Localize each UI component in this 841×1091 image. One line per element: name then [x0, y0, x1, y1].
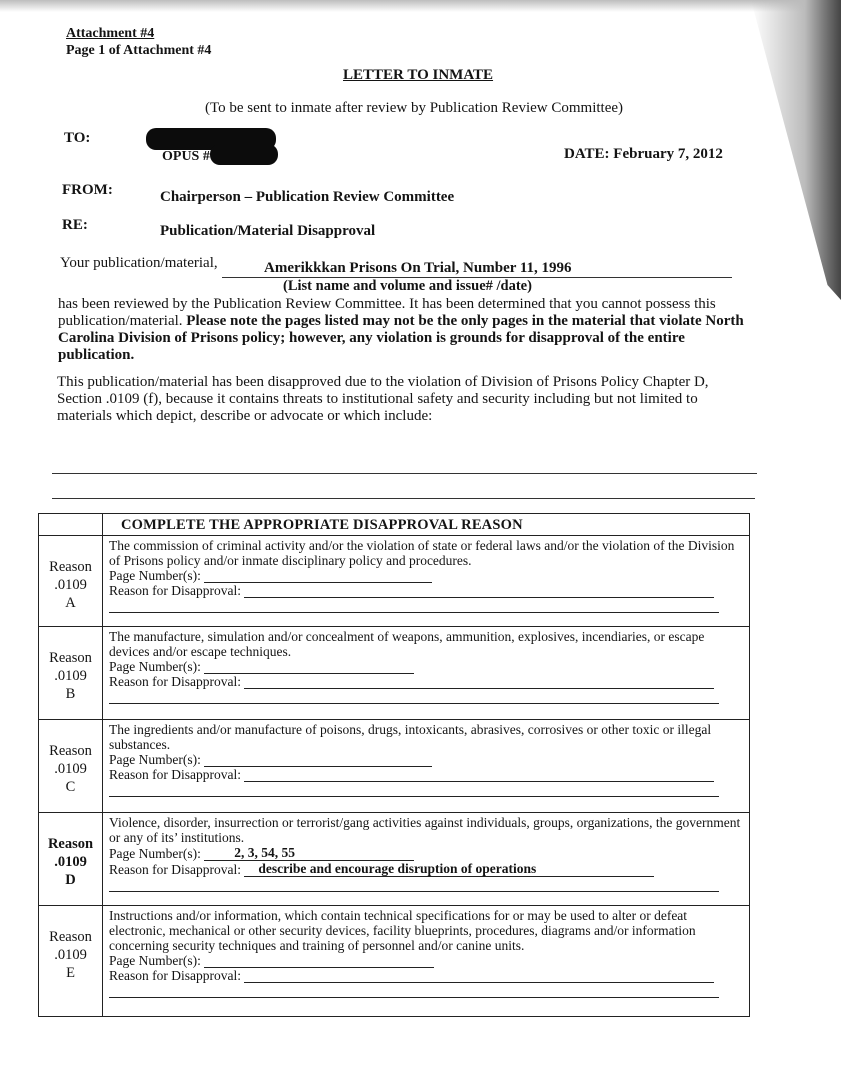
redacted-opus-number — [210, 144, 278, 165]
reason-code: .0109 — [54, 577, 87, 593]
publication-caption: (List name and volume and issue# /date) — [283, 278, 532, 294]
review-paragraph-text: has been reviewed by the Publication Review Committee. It has been determined that you cannot possess this publication/material. — [58, 296, 716, 329]
reason-description: Violence, disorder, insurrection or terrorist/gang activities against individuals, groups, organizations, the government or any of its’ institutions. — [109, 815, 741, 845]
scan-corner-shadow — [751, 0, 841, 300]
reason-extra-line[interactable] — [109, 985, 719, 998]
reason-for-disapproval-label: Reason for Disapproval: — [109, 767, 241, 782]
header-blank-cell — [39, 514, 103, 536]
reason-content-cell — [103, 906, 750, 1017]
page-number-label: Page Number(s): — [109, 953, 201, 968]
reason-code-cell — [39, 906, 103, 1017]
reason-for-disapproval-line — [109, 674, 743, 689]
reason-row-c — [39, 720, 750, 813]
table-header: COMPLETE THE APPROPRIATE DISAPPROVAL REASON — [103, 514, 750, 536]
reason-extra-line[interactable] — [109, 691, 719, 704]
reason-description: The ingredients and/or manufacture of poisons, drugs, intoxicants, abrasives, corrosives or other toxic or illegal substances. — [109, 722, 712, 752]
reason-description: The manufacture, simulation and/or concealment of weapons, ammunition, explosives, incendiaries, or escape devices and/or escape techniques. — [109, 629, 705, 659]
reason-row-d — [39, 813, 750, 906]
disapproval-reasons-table — [38, 513, 750, 1017]
reason-row-e — [39, 906, 750, 1017]
page-number-line — [109, 752, 743, 767]
reason-extra-line[interactable] — [109, 784, 719, 797]
reason-letter: D — [65, 872, 76, 888]
review-paragraph — [58, 296, 758, 364]
re-value: Publication/Material Disapproval — [160, 223, 376, 239]
reason-word: Reason — [49, 650, 92, 666]
reason-word: Reason — [49, 929, 92, 945]
re-label: RE: — [62, 217, 88, 233]
reason-letter: B — [65, 686, 76, 702]
page-number-label: Page Number(s): — [109, 752, 201, 767]
scan-top-shadow — [0, 0, 841, 12]
page-number-label: Page Number(s): — [109, 568, 201, 583]
blank-line-2 — [52, 498, 755, 499]
blank-line-1 — [52, 473, 757, 474]
page-number-line — [109, 568, 743, 583]
page-number-line — [109, 845, 743, 861]
document-title: LETTER TO INMATE — [343, 67, 494, 83]
reason-extra-line[interactable] — [109, 600, 719, 613]
policy-paragraph: This publication/material has been disapproved due to the violation of Division of Prisons Policy Chapter D, Section .0109 (f), because it contains threats to institutional safety and security including but not limited to materials which depict, describe or advocate or which include: — [57, 374, 709, 424]
reason-word: Reason — [49, 559, 92, 575]
publication-lead: Your publication/material, — [60, 255, 218, 271]
reason-content-cell — [103, 536, 750, 627]
publication-name: Amerikkkan Prisons On Trial, Number 11, 1996 — [264, 260, 572, 276]
page-number-label: Page Number(s): — [109, 659, 201, 674]
reason-code-cell — [39, 720, 103, 813]
reason-for-disapproval-line — [109, 968, 743, 983]
reason-code: .0109 — [54, 761, 87, 777]
table-header-row — [39, 514, 750, 536]
review-paragraph-notice: Please note the pages listed may not be the only pages in the material that violate North Carolina Division of Prisons policy; however, any violation is grounds for disapproval of the entire publication. — [58, 313, 744, 363]
reason-content-cell — [103, 813, 750, 906]
reason-content-cell — [103, 720, 750, 813]
reason-for-disapproval-field[interactable]: describe and encourage disruption of operations — [244, 861, 654, 877]
reason-word: Reason — [47, 836, 94, 852]
reason-for-disapproval-line — [109, 583, 743, 598]
reason-for-disapproval-field[interactable] — [244, 688, 714, 689]
reason-for-disapproval-field[interactable] — [244, 781, 714, 782]
reason-word: Reason — [49, 743, 92, 759]
reason-row-b — [39, 627, 750, 720]
reason-code-cell — [39, 813, 103, 906]
page-label: Page 1 of Attachment #4 — [66, 43, 212, 58]
reason-content-cell — [103, 627, 750, 720]
reason-code: .0109 — [54, 854, 87, 870]
date-field: DATE: February 7, 2012 — [564, 146, 723, 162]
reason-for-disapproval-line — [109, 767, 743, 782]
page-number-line — [109, 953, 743, 968]
page-number-label: Page Number(s): — [109, 846, 201, 861]
to-label: TO: — [64, 130, 91, 146]
reason-for-disapproval-field[interactable] — [244, 597, 714, 598]
reason-description: Instructions and/or information, which contain technical specifications for or may be used to alter or defeat electronic, mechanical or other security devices, facility blueprints, procedures, diagrams and/or information concerning security techniques and training of personnel and/or canine units. — [109, 908, 696, 953]
reason-code: .0109 — [54, 947, 87, 963]
reason-code-cell — [39, 536, 103, 627]
reason-for-disapproval-label: Reason for Disapproval: — [109, 674, 241, 689]
reason-extra-line[interactable] — [109, 879, 719, 892]
document-subtitle: (To be sent to inmate after review by Publication Review Committee) — [205, 100, 624, 116]
reason-code-cell — [39, 627, 103, 720]
reason-letter: E — [66, 965, 75, 981]
reason-for-disapproval-label: Reason for Disapproval: — [109, 968, 241, 983]
page-number-line — [109, 659, 743, 674]
reason-description: The commission of criminal activity and/or the violation of state or federal laws and/or the violation of the Division of Prisons policy and/or inmate disciplinary policy and procedures. — [109, 538, 735, 568]
reason-for-disapproval-label: Reason for Disapproval: — [109, 862, 241, 877]
opus-label: OPUS # — [162, 149, 210, 164]
reason-for-disapproval-field[interactable] — [244, 982, 714, 983]
attachment-label: Attachment #4 — [66, 26, 155, 41]
page-number-field[interactable]: 2, 3, 54, 55 — [204, 845, 414, 861]
reason-for-disapproval-line — [109, 861, 743, 877]
from-label: FROM: — [62, 182, 113, 198]
reason-row-a — [39, 536, 750, 627]
reason-letter: C — [65, 779, 76, 795]
reason-for-disapproval-label: Reason for Disapproval: — [109, 583, 241, 598]
reason-letter: A — [65, 595, 76, 611]
reason-code: .0109 — [54, 668, 87, 684]
from-value: Chairperson – Publication Review Committee — [160, 189, 455, 205]
